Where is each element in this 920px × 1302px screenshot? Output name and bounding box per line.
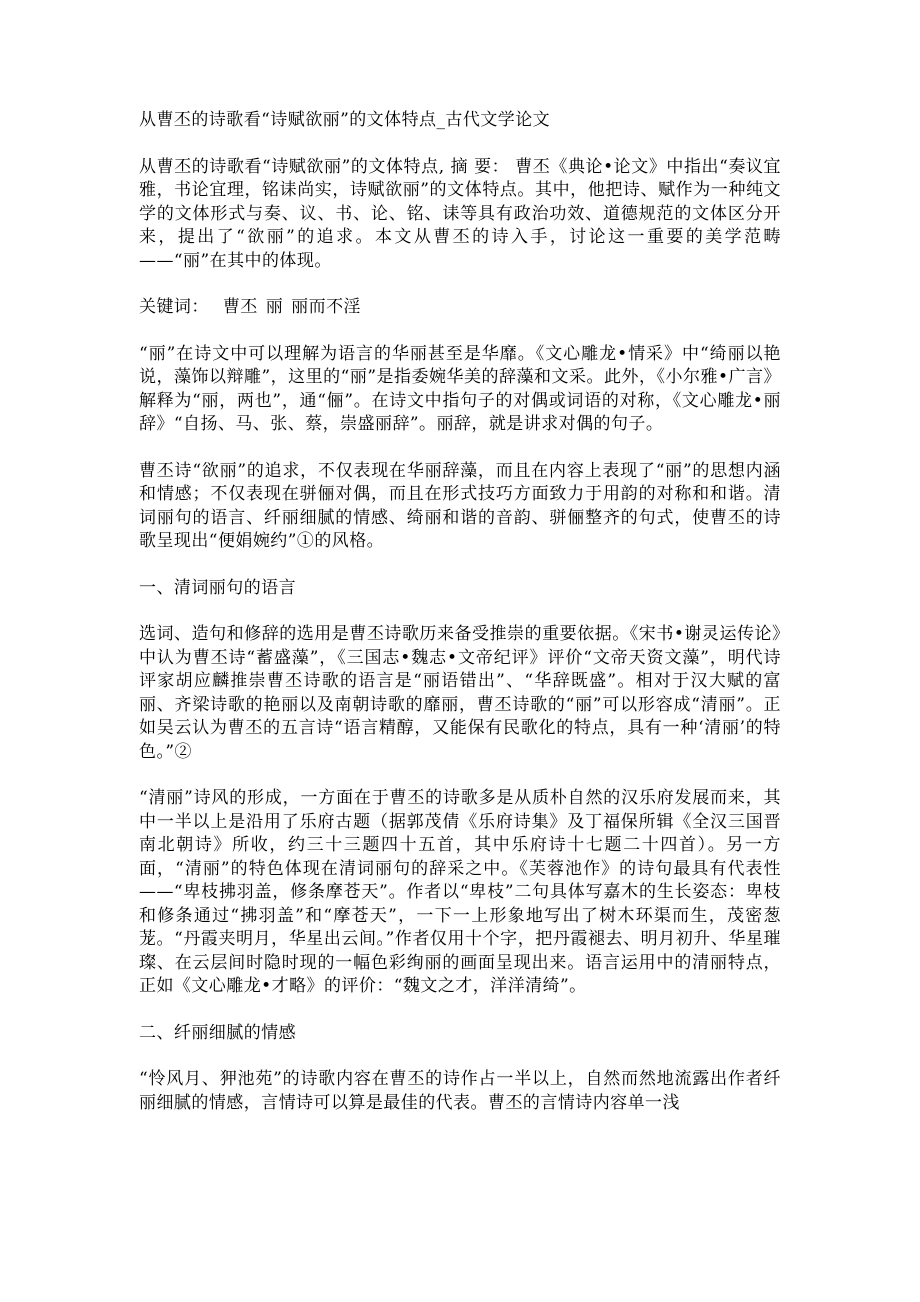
keywords-label: 关键词： <box>139 297 209 317</box>
body-paragraph: 选词、造句和修辞的选用是曹丕诗歌历来备受推崇的重要依据。《宋书•谢灵运传论》中认为曹丕诗“蓄盛藻”，《三国志•魏志•文帝纪评》评价“文帝天资文藻”，明代诗评家胡应麟推崇曹丕诗歌的语言是“丽语错出”、“华辞既盛”。相对于汉大赋的富丽、齐梁诗歌的艳丽以及南朝诗歌的靡丽，曹丕诗歌的“丽”可以形容成“清丽”。正如吴云认为曹丕的五言诗“语言精醇，又能保有民歌化的特点，具有一种‘清丽’的特色。”② <box>139 624 781 762</box>
section-heading: 二、纤丽细腻的情感 <box>139 1022 297 1043</box>
document-title: 从曹丕的诗歌看“诗赋欲丽”的文体特点_古代文学论文 <box>139 110 551 130</box>
keyword-item: 丽而不淫 <box>291 297 361 317</box>
section-heading: 一、清词丽句的语言 <box>139 577 297 598</box>
keywords-line <box>139 296 781 320</box>
keyword-item: 丽 <box>265 297 284 317</box>
body-paragraph: “怜风月、狎池苑”的诗歌内容在曹丕的诗作占一半以上，自然而然地流露出作者纤丽细腻的情感，言情诗可以算是最佳的代表。曹丕的言情诗内容单一浅 <box>139 1069 781 1113</box>
document-page <box>139 109 781 1138</box>
abstract-paragraph: 从曹丕的诗歌看“诗赋欲丽”的文体特点, 摘 要： 曹丕《典论•论文》中指出“奏议宜雅，书论宜理，铭诔尚实，诗赋欲丽”的文体特点。其中，他把诗、赋作为一种纯文学的文体形式与奏、议、书、论、铭、诔等具有政治功效、道德规范的文体区分开来，提出了“欲丽”的追求。本文从曹丕的诗入手，讨论这一重要的美学范畴——“丽”在其中的体现。 <box>139 156 781 271</box>
body-paragraph: “清丽”诗风的形成，一方面在于曹丕的诗歌多是从质朴自然的汉乐府发展而来，其中一半以上是沿用了乐府古题（据郭茂倩《乐府诗集》及丁福保所辑《全汉三国晋南北朝诗》所收，约三十三题四十五首，其中乐府诗十七题二十四首）。另一方面，“清丽”的特色体现在清词丽句的辞采之中。《芙蓉池作》的诗句最具有代表性——“卑枝拂羽盖，修条摩苍天”。作者以“卑枝”二句具体写嘉木的生长姿态：卑枝和修条通过“拂羽盖”和“摩苍天”，一下一上形象地写出了树木环渠而生，茂密葱茏。“丹霞夹明月，华星出云间。”作者仅用十个字，把丹霞褪去、明月初升、华星璀璨、在云层间时隐时现的一幅色彩绚丽的画面呈现出来。语言运用中的清丽特点，正如《文心雕龙•才略》的评价：“魏文之才，洋洋清绮”。 <box>139 788 781 996</box>
body-paragraph: 曹丕诗“欲丽”的追求，不仅表现在华丽辞藻，而且在内容上表现了“丽”的思想内涵和情感；不仅表现在骈俪对偶，而且在形式技巧方面致力于用韵的对称和和谐。清词丽句的语言、纤丽细腻的情感、绮丽和谐的音韵、骈俪整齐的句式，使曹丕的诗歌呈现出“便娟婉约”①的风格。 <box>139 460 781 551</box>
keyword-item: 曹丕 <box>222 297 258 317</box>
body-paragraph: “丽”在诗文中可以理解为语言的华丽甚至是华靡。《文心雕龙•情采》中“绮丽以艳说，藻饰以辩雕”，这里的“丽”是指委婉华美的辞藻和文采。此外，《小尔雅•广言》解释为“丽，两也”，通“俪”。在诗文中指句子的对偶或词语的对称，《文心雕龙•丽辞》“自扬、马、张、蔡，崇盛丽辞”。丽辞，就是讲求对偶的句子。 <box>139 343 781 434</box>
